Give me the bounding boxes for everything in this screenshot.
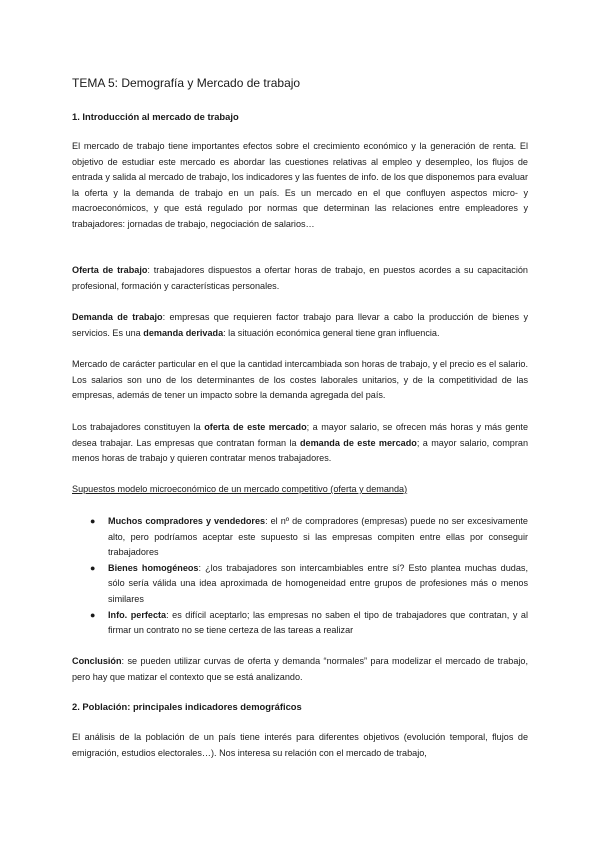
poblacion-paragraph: El análisis de la población de un país tiene interés para diferentes objetivos (evolución temporal, flujos de emigración, estudios electorales…). Nos interesa su relación con el mercado de trabajo, [72, 732, 528, 758]
mercado-paragraph: Mercado de carácter particular en el que la cantidad intercambiada son horas de trabajo, y el precio es el salario. Los salarios son uno de los determinantes de los costes laborales unitarios, y de la competitividad de las empresas, además de tener un impacto sobre la demanda agregada del país. [72, 359, 528, 401]
list-item [72, 608, 528, 639]
conclusion-paragraph [72, 654, 528, 685]
supuestos-heading: Supuestos modelo microeconómico de un mercado competitivo (oferta y demanda) [72, 484, 408, 494]
text: ; a mayor salario, compran menos horas de trabajo y quieren contratar menos trabajadores. [72, 437, 528, 464]
section-2-heading: 2. Población: principales indicadores demográficos [72, 701, 302, 712]
bullet-term: Muchos compradores y vendedores [108, 516, 266, 526]
oferta-text: : trabajadores dispuestos a ofertar horas de trabajo, en puestos acordes a su capacitación profesional, formación y características personales. [72, 265, 528, 291]
list-item [72, 561, 528, 608]
bullet-term: Info. perfecta [108, 609, 167, 620]
demanda-text: : empresas que requieren factor trabajo para llevar a cabo la producción de bienes y servicios. Es una [72, 312, 528, 338]
text: ; a mayor salario, se ofrecen más horas y más gente desea trabajar. Las empresas que contratan forman la [72, 422, 528, 448]
document-title: TEMA 5: Demografía y Mercado de trabajo [72, 76, 301, 90]
section-1-heading: 1. Introducción al mercado de trabajo [72, 111, 239, 122]
bullet-icon: ● [90, 562, 96, 573]
text: Los trabajadores constituyen la [72, 422, 205, 432]
conclusion-text: : se pueden utilizar curvas de oferta y demanda “normales” para modelizar el mercado de trabajo, pero hay que matizar el contexto que se está analizando. [72, 656, 528, 682]
bullet-text: : es difícil aceptarlo; las empresas no saben el tipo de trabajadores que contratan, y al firmar un contrato no se tiene certeza de las tareas a realizar [108, 609, 528, 636]
conclusion-term: Conclusión [72, 656, 122, 666]
bullet-text: : ¿los trabajadores son intercambiables entre sí? Esto plantea muchas dudas, sólo sería válida una idea aproximada de homogeneidad entre grupos de profesiones más o menos similares [108, 562, 528, 604]
demanda-paragraph [72, 310, 528, 341]
bullet-icon: ● [90, 516, 96, 526]
supuestos-list [72, 514, 528, 639]
bullet-icon: ● [90, 609, 96, 620]
bullet-text: : el nº de compradores (empresas) puede no ser excesivamente alto, pero podríamos aceptar este supuesto si las empresas compiten entre ellas por conseguir trabajadores [108, 516, 528, 558]
bullet-term: Bienes homogéneos [108, 562, 199, 573]
bold-text: demanda de este mercado [299, 437, 417, 448]
demanda-term: Demanda de trabajo [72, 312, 163, 322]
oferta-term: Oferta de trabajo [72, 265, 148, 275]
demanda-derivada: demanda derivada [143, 327, 224, 338]
demanda-text-2: : la situación económica general tiene gran influencia. [223, 327, 440, 338]
oferta-paragraph [72, 263, 528, 294]
list-item [72, 514, 528, 561]
bold-text: oferta de este mercado [204, 422, 307, 432]
trabajadores-paragraph [72, 420, 528, 467]
intro-paragraph: El mercado de trabajo tiene importantes efectos sobre el crecimiento económico y la generación de renta. El objetivo de estudiar este mercado es abordar las cuestiones relativas al empleo y desempleo, los flujos de entrada y salida al mercado de trabajo, los indicadores y las fuentes de info. de los que disponemos para evaluar la oferta y la demanda de trabajo en un país. Es un mercado en el que confluyen aspectos micro- y macroeconómicos, y que está regulado por normas que determinan las relaciones entre empleadores y trabajadores: jornadas de trabajo, negociación de salarios… [72, 141, 528, 229]
